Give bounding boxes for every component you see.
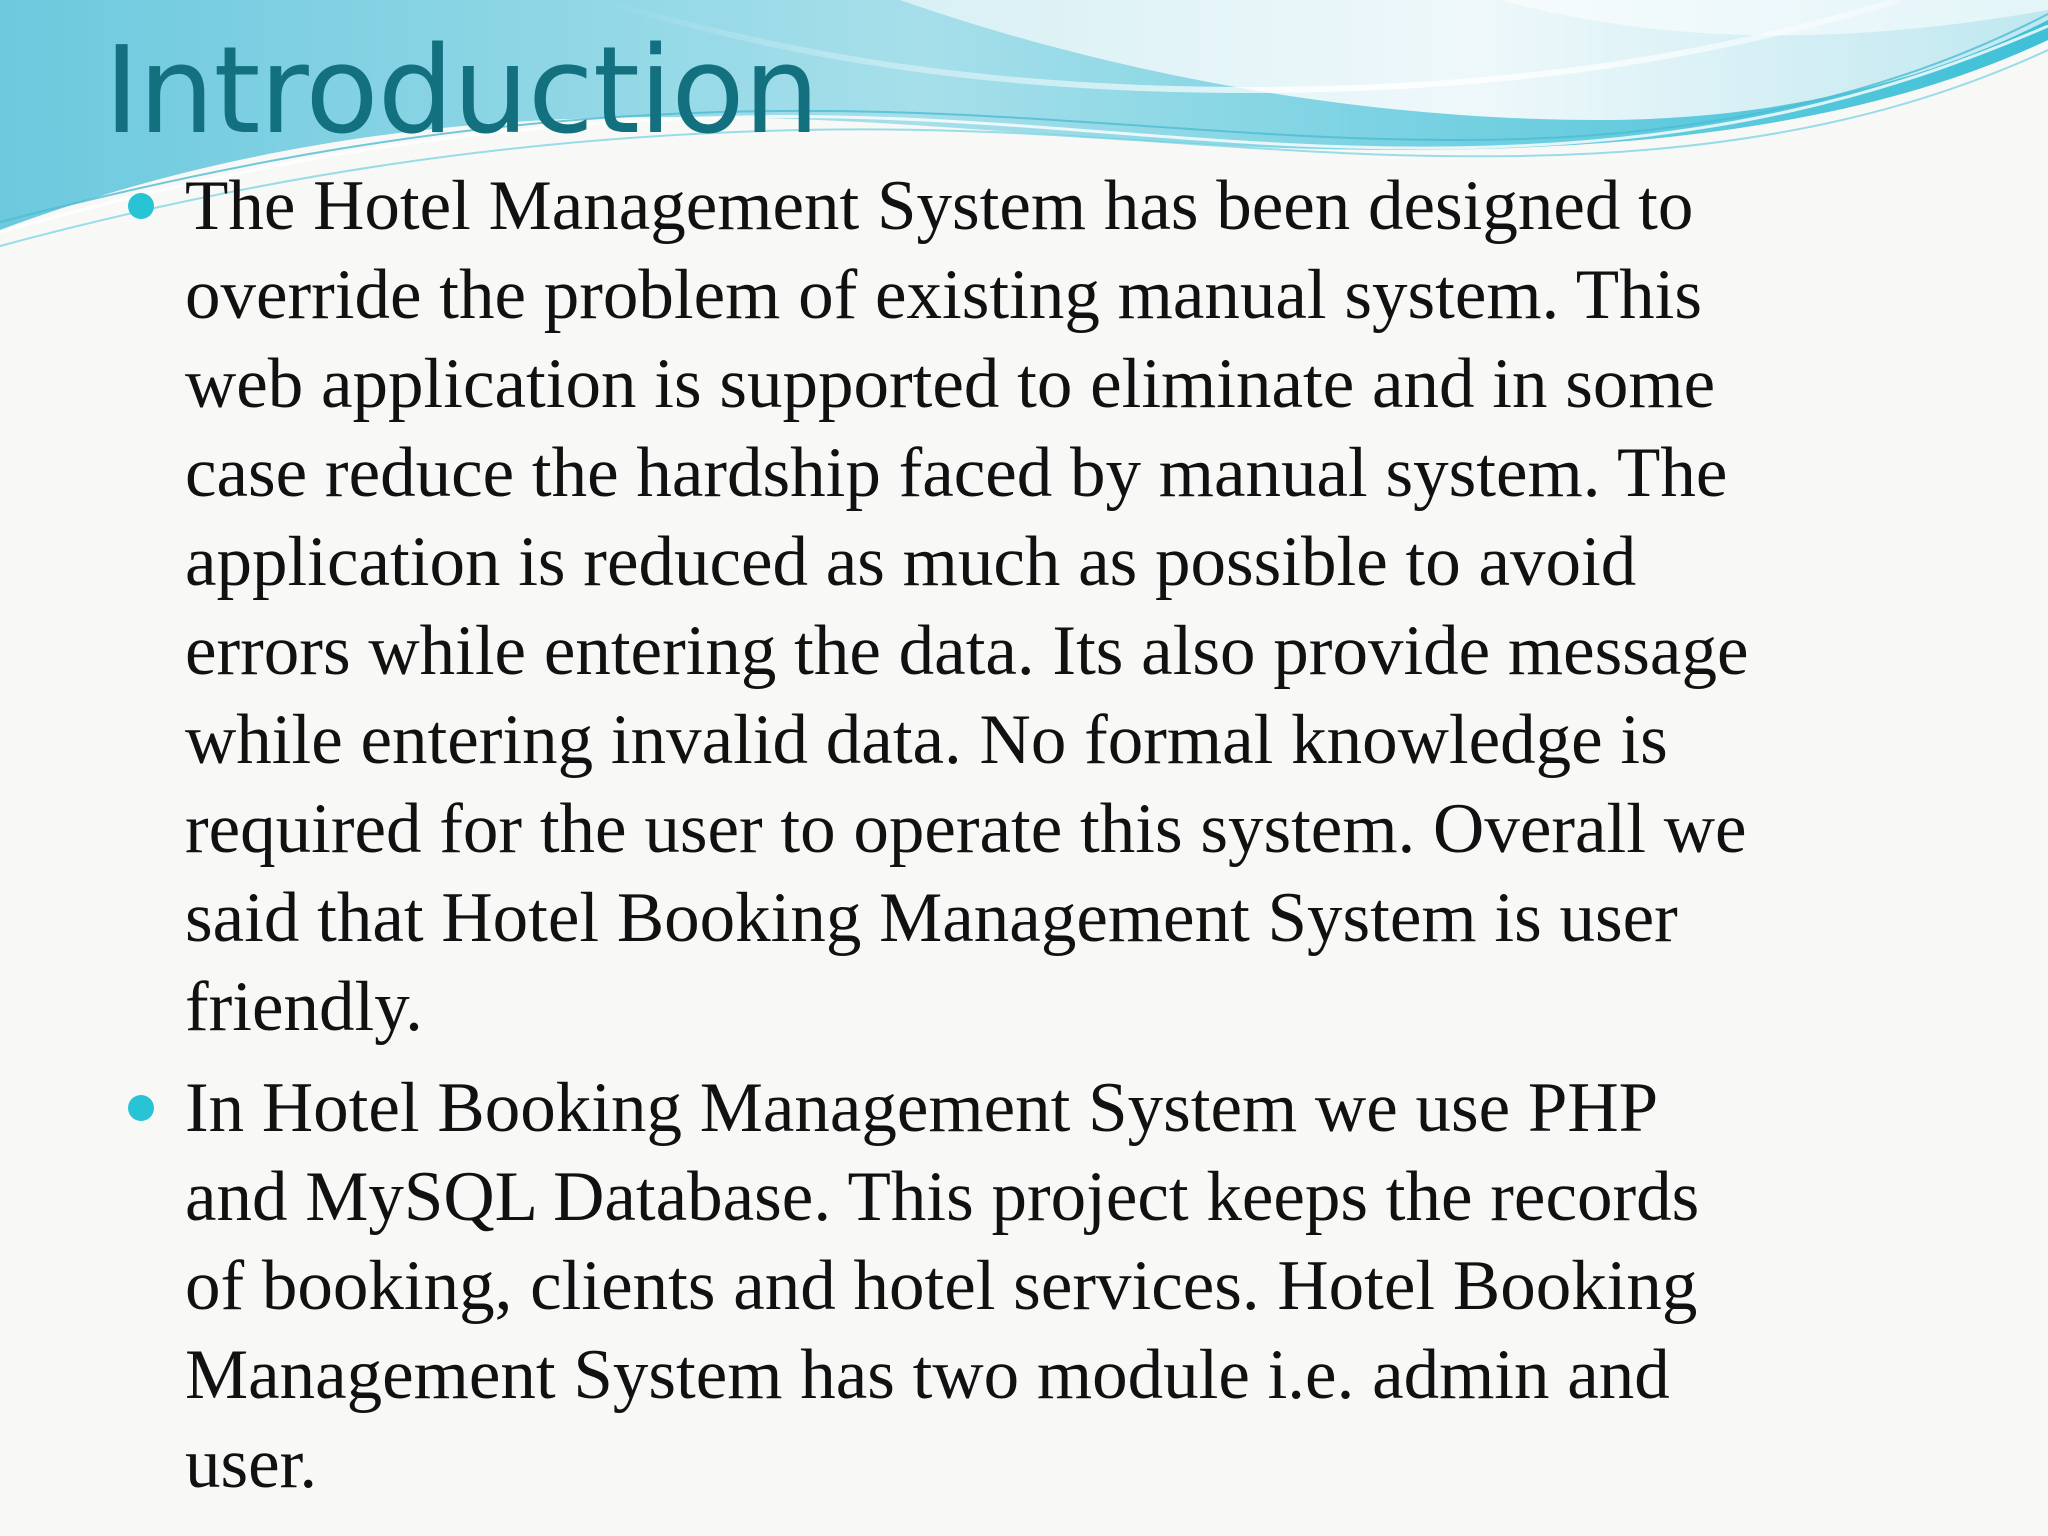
text-line: required for the user to operate this system. Overall we bbox=[185, 790, 1747, 868]
text-line: application is reduced as much as possible to avoid bbox=[185, 523, 1637, 601]
text-line: said that Hotel Booking Management System is user bbox=[185, 879, 1678, 957]
bullet-text bbox=[185, 1064, 1985, 1509]
text-line: of booking, clients and hotel services. Hotel Booking bbox=[185, 1247, 1698, 1325]
bullet-dot-icon bbox=[128, 193, 154, 219]
text-line: case reduce the hardship faced by manual system. The bbox=[185, 434, 1728, 512]
text-line: override the problem of existing manual system. This bbox=[185, 256, 1703, 334]
bullet-dot-icon bbox=[128, 1095, 154, 1121]
text-line: user. bbox=[185, 1425, 318, 1503]
text-line: errors while entering the data. Its also provide message bbox=[185, 612, 1749, 690]
text-line: and MySQL Database. This project keeps the records bbox=[185, 1158, 1700, 1236]
text-line: while entering invalid data. No formal knowledge is bbox=[185, 701, 1668, 779]
bullet-list bbox=[128, 162, 1968, 1521]
text-line: friendly. bbox=[185, 968, 423, 1046]
text-line: web application is supported to eliminate and in some bbox=[185, 345, 1716, 423]
slide-title: Introduction bbox=[104, 22, 819, 161]
bullet-item bbox=[128, 1064, 1968, 1509]
text-line: The Hotel Management System has been designed to bbox=[185, 167, 1694, 245]
bullet-text bbox=[185, 162, 1985, 1052]
text-line: Management System has two module i.e. admin and bbox=[185, 1336, 1670, 1414]
text-line: In Hotel Booking Management System we use PHP bbox=[185, 1069, 1659, 1147]
bullet-item bbox=[128, 162, 1968, 1052]
